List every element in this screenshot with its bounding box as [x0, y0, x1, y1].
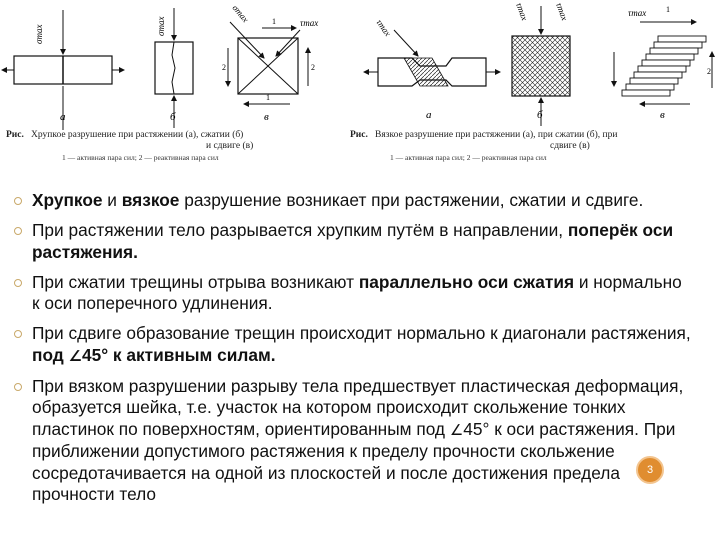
label-sigma-max-b: σmax [156, 16, 166, 36]
angle-symbol: ∠ [449, 420, 464, 439]
bullet-text: поперёк оси растяжения. [32, 220, 674, 262]
bullet-text: При сжатии трещины отрыва возникают [32, 271, 359, 292]
caption-left-text1: Хрупкое разрушение при растяжении (а), сжатии (б) [31, 130, 244, 140]
label-n2r: 2 [707, 67, 711, 76]
label-v-right: в [660, 109, 665, 121]
bullet-text: При растяжении тело разрывается хрупким путём в направлении, [32, 220, 568, 240]
bullet-text: и [102, 190, 122, 210]
bullet-text: вязкое [121, 190, 180, 210]
bullet-text: и нормально к оси поперечного удлинения. [32, 271, 682, 313]
brittle-tension-diagram [2, 10, 124, 130]
bullet-list [14, 190, 694, 514]
brittle-shear-diagram [222, 3, 318, 123]
bullet-text: под [32, 344, 69, 365]
brittle-compression-diagram [155, 8, 193, 128]
bullet-circle-icon [14, 383, 22, 391]
bullet-circle-icon [14, 197, 22, 205]
label-n2b: 2 [311, 63, 315, 72]
label-b-right: б [537, 109, 543, 121]
bullet-text: 45° к оси растяжения. При приближении допустимого растяжения к пределу прочности скольжение сосредотачивается на одной из плоскостей и после достижения предела прочности тело [32, 418, 676, 504]
bullet-circle-icon [14, 330, 22, 338]
bullet-circle-icon [14, 279, 22, 287]
caption-right-text1: Вязкое разрушение при растяжении (а), при сжатии (б), при [375, 130, 618, 140]
label-a-left: a [60, 111, 66, 123]
figure-fracture-diagrams [0, 0, 720, 172]
label-b-left: б [170, 111, 176, 123]
label-n1r: 1 [666, 5, 670, 14]
label-tau-max-r2: τmax [514, 1, 530, 22]
ductile-tension-diagram [364, 17, 500, 121]
ductile-compression-diagram [512, 1, 570, 126]
caption-right-prefix: Рис. [350, 130, 368, 140]
caption-left-text2: и сдвиге (в) [206, 141, 254, 151]
bullet-item [14, 376, 694, 506]
label-tau-max-r1: τmax [374, 17, 394, 39]
caption-right-legend: 1 — активная пара сил; 2 — реактивная пара сил [390, 153, 547, 162]
bullet-text: разрушение возникает при растяжении, сжатии и сдвиге. [179, 190, 644, 210]
caption-left-prefix: Рис. [6, 130, 24, 140]
caption-left-legend: 1 — активная пара сил; 2 — реактивная пара сил [62, 153, 219, 162]
bullet-text: При сдвиге образование трещин происходит нормально к диагонали растяжения, [32, 323, 691, 343]
label-sigma-max-c: σmax [230, 2, 251, 25]
bullet-text: Хрупкое [32, 190, 103, 210]
label-n1b: 1 [266, 93, 270, 102]
bullet-item [14, 190, 694, 212]
label-a-right: а [426, 109, 432, 121]
angle-symbol: ∠ [68, 346, 82, 365]
caption-right [350, 130, 617, 163]
caption-left [6, 130, 253, 163]
bullet-item [14, 272, 694, 315]
label-tau-max-c: τmax [300, 18, 319, 28]
label-n1: 1 [272, 17, 276, 26]
bullet-text: параллельно оси сжатия [358, 271, 575, 292]
ductile-shear-diagram [614, 5, 712, 121]
label-v-left: в [264, 111, 269, 123]
bullet-circle-icon [14, 227, 22, 235]
label-tau-max-r4: τmax [628, 8, 647, 18]
bullet-text: 45° к активным силам. [82, 344, 276, 365]
caption-right-text2: сдвиге (в) [550, 141, 590, 151]
label-sigma-max-a: σmax [34, 24, 44, 44]
bullet-text: При вязком разрушении разрыву тела предшествует пластическая деформация, образуется шейка, т.е. участок на котором происходит скольжение тонких пластинок по поверхностям, ориентированным под [32, 375, 684, 439]
label-tau-max-r3: τmax [554, 1, 570, 22]
label-n2: 2 [222, 63, 226, 72]
bullet-item [14, 220, 694, 263]
bullet-item [14, 323, 694, 367]
page-number-badge: 3 [636, 456, 664, 484]
